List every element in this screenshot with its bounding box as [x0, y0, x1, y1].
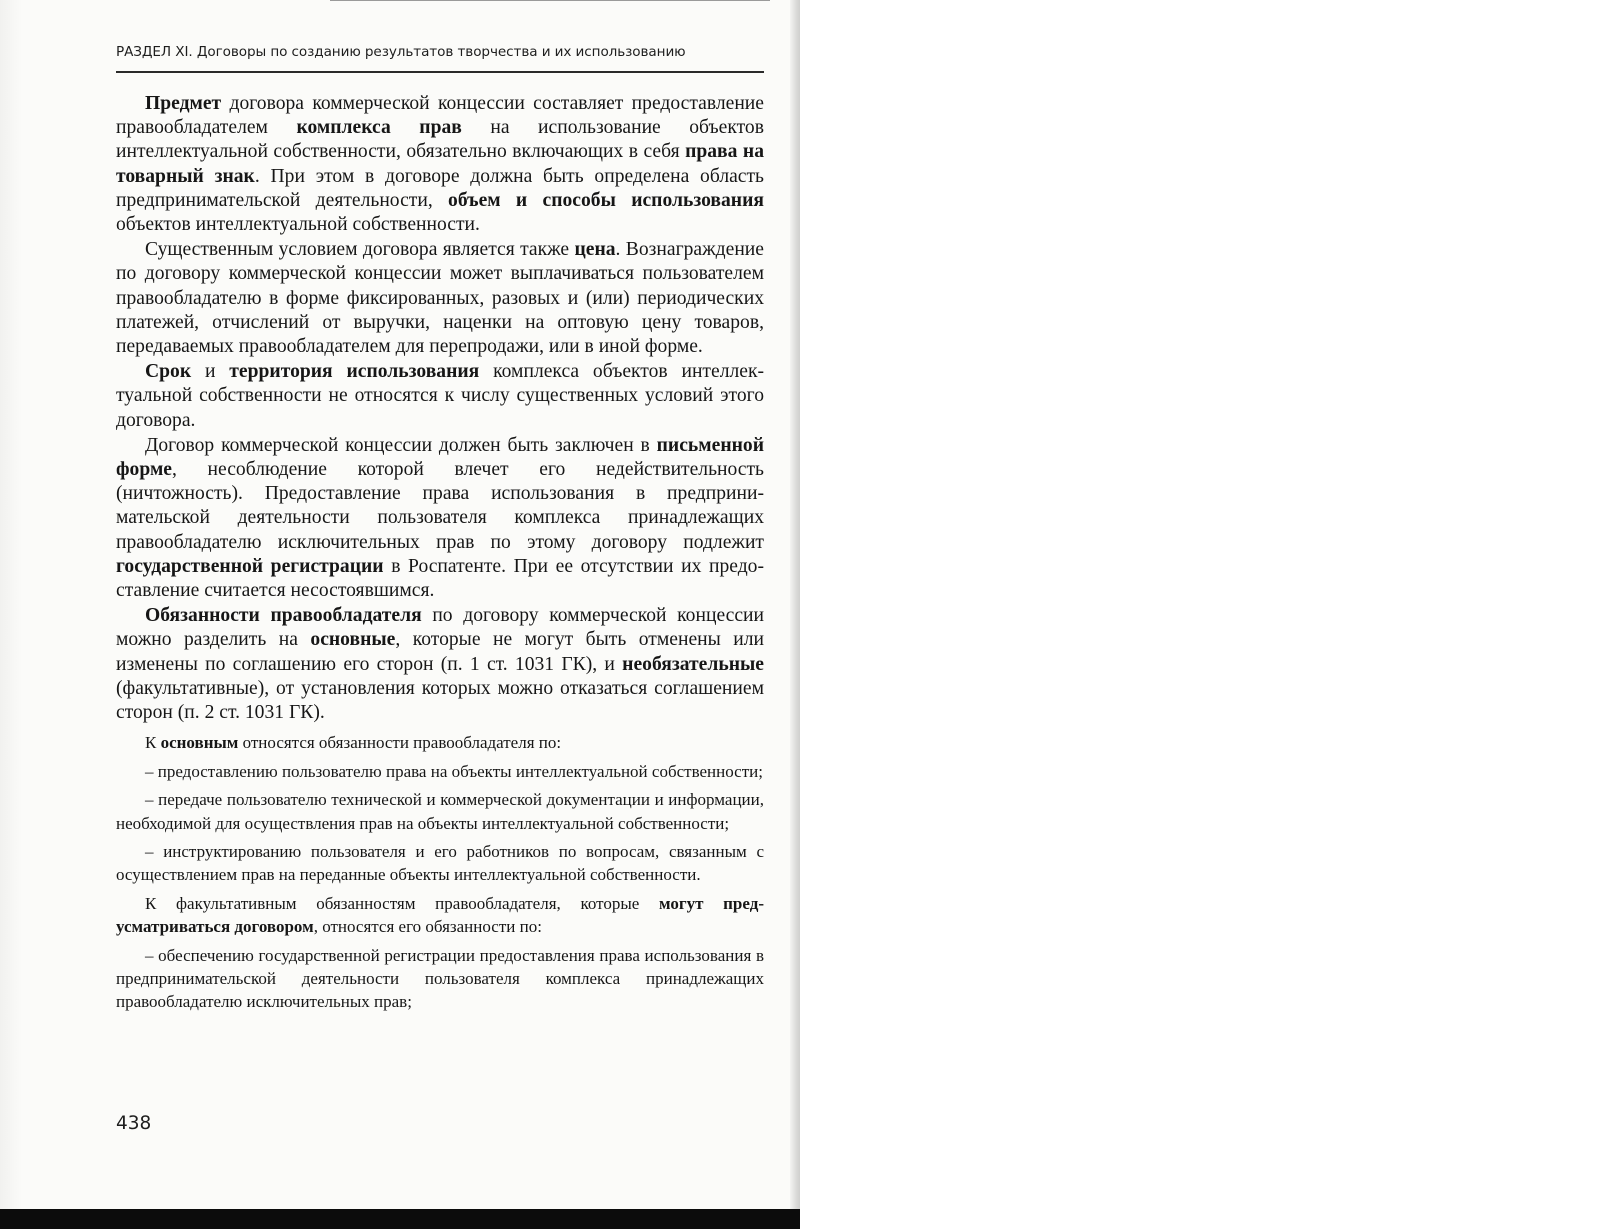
- paragraph-term-territory: [116, 360, 764, 433]
- paragraph-text: и: [191, 361, 230, 383]
- term-subject: Предмет: [145, 93, 222, 114]
- paragraph-text: Существенным условием договора является также: [145, 239, 575, 261]
- list-item: – предоставлению пользователю права на объекты интеллектуальной собственности;: [145, 761, 763, 781]
- paragraph-text: , относятся его обязанности по:: [313, 917, 542, 937]
- term-trademark-rights: права на товарный знак: [116, 141, 764, 187]
- paragraph-text: , которые не могут быть отменены или изменены по соглашению его сторон (п. 1 ст. 1031 ГК), и: [116, 629, 764, 675]
- term-contract-provided: могут предусматриваться договором: [116, 893, 764, 937]
- term-written-form: письменной форме: [116, 434, 764, 481]
- paragraph-subject: [116, 92, 764, 237]
- term-basic-obligations: основным: [160, 733, 239, 753]
- paragraph-text: (факультативные), от установления которых можно отказаться соглашением сторон (п. 2 ст. 1031 ГК).: [116, 677, 764, 724]
- paragraph-obligations: [116, 604, 764, 725]
- term-duration: Срок: [145, 361, 192, 383]
- term-rights-complex: комплекса прав: [296, 117, 462, 139]
- paragraph-form: [116, 434, 764, 603]
- term-territory: территория использования: [229, 361, 480, 383]
- paragraph-text: относятся обязанности правообладателя по:: [238, 733, 562, 753]
- paragraph-text: К: [145, 733, 161, 753]
- page-body: [116, 92, 764, 1019]
- paragraph-text: . Вознаграждение по договору коммерческой концессии может выплачиваться пользователем правообладателю в форме фиксированных, разовых и (или) периодических платежей, отчислений от выручки, наценки на оптовую цену товаров, передаваемых правообладателем для перепродажи, или в иной форме.: [116, 239, 764, 358]
- basic-obligations-intro: [116, 731, 764, 754]
- optional-obligations-intro: [116, 892, 764, 939]
- list-item: – передаче пользователю технической и коммерческой документации и информации, необходимой для осуществления прав на объекты интеллектуальной собственности;: [116, 790, 764, 833]
- list-item: – инструктированию пользователя и его работников по вопросам, связанным с осуществлением прав на переданные объекты интеллектуальной собственности.: [116, 841, 764, 885]
- paragraph-text: Договор коммерческой концессии должен быть заключен в: [145, 434, 657, 456]
- page-edge-shadow: [790, 0, 800, 1229]
- term-state-registration: государственной регистрации: [116, 555, 384, 577]
- term-scope-and-methods: объем и способы использования: [448, 189, 764, 211]
- paragraph-text: , несоблюдение которой влечет его недействительность (ничтожность). Предоставление права использования в предпринимательской деятельности пользователя комплекса принадлежащих правообладателю исключительных прав по этому договору подлежит: [116, 459, 764, 553]
- page-gutter: [0, 0, 22, 1209]
- paragraph-text: объектов интеллектуальной собственности.: [116, 214, 480, 236]
- list-item: – обеспечению государственной регистрации предоставления права использования в предпринимательской деятельности пользователя комплекса принадлежащих правообладателю исключительных прав;: [116, 945, 764, 1012]
- running-header: РАЗДЕЛ XI. Договоры по созданию результатов творчества и их использованию: [116, 44, 686, 60]
- paragraph-text: в Роспатенте. При ее отсутствии их предоставление считается несостоявшимся.: [116, 555, 764, 602]
- page-number: 438: [116, 1113, 152, 1134]
- term-optional: необязательные: [622, 653, 764, 675]
- header-rule: [116, 71, 764, 73]
- paragraph-text: на использование объектов интеллектуальной собственности, обязательно включающих в себя: [116, 117, 764, 163]
- paragraph-text: комплекса объектов интеллектуальной собственности не относятся к числу существенных условий этого договора.: [116, 361, 764, 431]
- paragraph-text: К факультативным обязанностям правообладателя, которые: [145, 893, 660, 913]
- paragraph-text: . При этом в договоре должна быть определена область предпринимательской деятельности,: [116, 165, 764, 211]
- scan-artifact-line: [330, 0, 770, 1]
- term-basic: основные: [310, 629, 396, 651]
- scan-bottom-border: [0, 1209, 800, 1229]
- paragraph-price: [116, 238, 764, 359]
- term-price: цена: [574, 239, 616, 261]
- paragraph-text: договора коммерческой концессии составляет предоставление правообладателем: [116, 93, 764, 139]
- term-owner-obligations: Обязанности правообладателя: [145, 605, 422, 627]
- paragraph-text: по договору коммерческой концессии можно разделить на: [116, 605, 764, 651]
